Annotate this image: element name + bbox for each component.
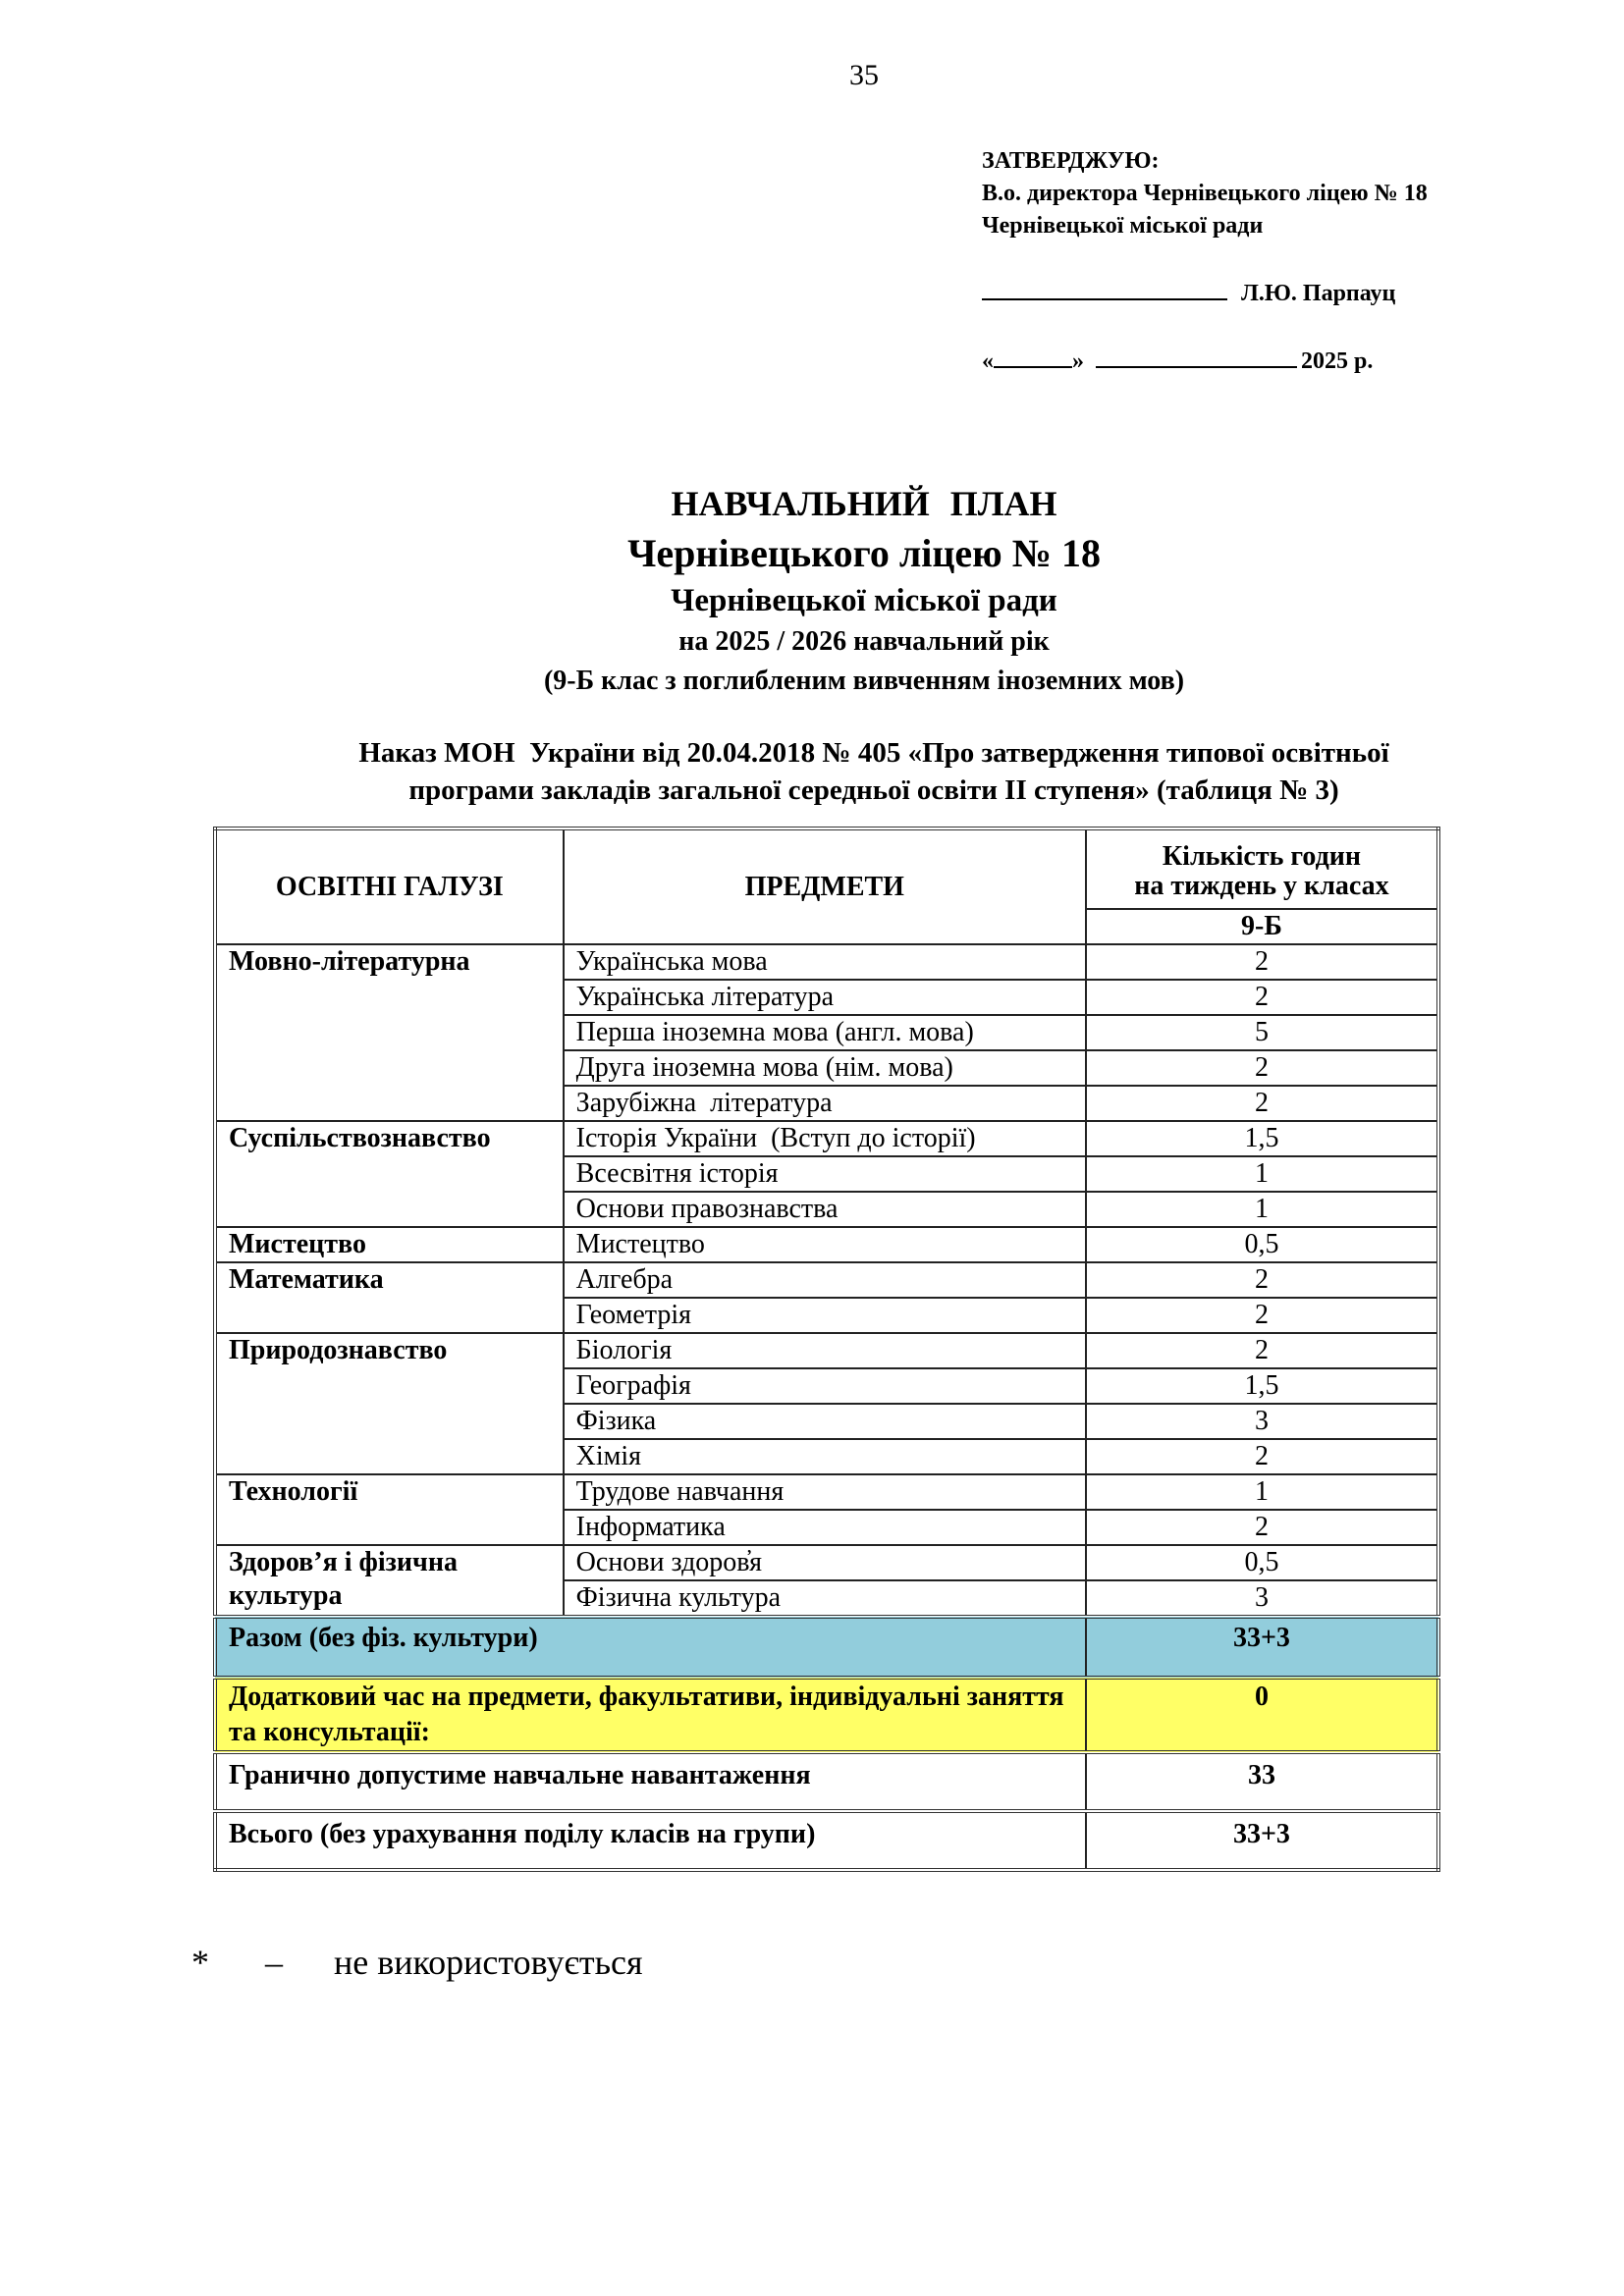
subject-row xyxy=(215,1121,1438,1156)
hours-cell: 2 xyxy=(1086,944,1438,980)
subject-cell: Фізика xyxy=(564,1404,1086,1439)
approval-block xyxy=(982,145,1428,378)
header-areas: ОСВІТНІ ГАЛУЗІ xyxy=(215,828,564,944)
subject-cell: Хімія xyxy=(564,1439,1086,1474)
hours-cell: 5 xyxy=(1086,1015,1438,1050)
footnote-dash: – xyxy=(265,1943,283,1982)
summary-value: 33+3 xyxy=(1086,1617,1438,1678)
area-cell: Природознавство xyxy=(215,1333,564,1474)
subject-row xyxy=(215,1545,1438,1580)
title-line4: на 2025 / 2026 навчальний рік xyxy=(678,626,1050,657)
hours-cell: 2 xyxy=(1086,1086,1438,1121)
summary-label: Додатковий час на предмети, факультативи, індивідуальні заняття та консультації: xyxy=(215,1678,1086,1752)
subject-row xyxy=(215,1333,1438,1368)
area-cell: Математика xyxy=(215,1262,564,1333)
date-year: 2025 р. xyxy=(1301,348,1374,374)
curriculum-body xyxy=(215,944,1438,1870)
approval-position-line2: Чернівецької міської ради xyxy=(982,213,1264,239)
hours-cell: 1 xyxy=(1086,1192,1438,1227)
header-subjects: ПРЕДМЕТИ xyxy=(564,828,1086,944)
signatory-name: Л.Ю. Парпауц xyxy=(1241,281,1396,306)
area-cell: Технології xyxy=(215,1474,564,1545)
subject-row xyxy=(215,1262,1438,1298)
title-line5: (9-Б клас з поглибленим вивченням іноземних мов) xyxy=(543,666,1185,696)
hours-cell: 0,5 xyxy=(1086,1545,1438,1580)
subject-cell: Трудове навчання xyxy=(564,1474,1086,1510)
header-hours-line2: на тиждень у класах xyxy=(1134,870,1389,901)
area-cell: Здоров’я і фізична культура xyxy=(215,1545,564,1617)
subject-cell: Перша іноземна мова (англ. мова) xyxy=(564,1015,1086,1050)
approval-position-line1: В.о. директора Чернівецького ліцею № 18 xyxy=(982,181,1428,206)
footnote-symbol: * xyxy=(191,1943,209,1982)
hours-cell: 2 xyxy=(1086,1510,1438,1545)
signature-row xyxy=(982,275,1428,310)
summary-label: Гранично допустиме навчальне навантаження xyxy=(215,1752,1086,1811)
order-reference xyxy=(255,734,1492,809)
summary-row-total xyxy=(215,1617,1438,1678)
subject-cell: Українська література xyxy=(564,980,1086,1015)
order-line2: програми закладів загальної середньої освіти ІІ ступеня» (таблиця № 3) xyxy=(408,774,1339,806)
date-day-blank xyxy=(994,343,1072,368)
subject-cell: Інформатика xyxy=(564,1510,1086,1545)
hours-cell: 2 xyxy=(1086,1262,1438,1298)
order-line1: Наказ МОН України від 20.04.2018 № 405 «Про затвердження типової освітньої xyxy=(358,737,1389,769)
subject-cell: Біологія xyxy=(564,1333,1086,1368)
summary-label: Разом (без фіз. культури) xyxy=(215,1617,1086,1678)
area-cell: Суспільствознавство xyxy=(215,1121,564,1227)
date-row xyxy=(982,343,1428,378)
subject-row xyxy=(215,944,1438,980)
subject-cell: Основи правознавства xyxy=(564,1192,1086,1227)
footnote-text: не використовується xyxy=(334,1943,643,1982)
title-line3: Чернівецької міської ради xyxy=(671,583,1057,618)
subject-cell: Фізична культура xyxy=(564,1580,1086,1617)
hours-cell: 2 xyxy=(1086,1050,1438,1086)
hours-cell: 1 xyxy=(1086,1156,1438,1192)
hours-cell: 1,5 xyxy=(1086,1121,1438,1156)
date-month-blank xyxy=(1096,343,1297,368)
area-cell: Мистецтво xyxy=(215,1227,564,1262)
curriculum-table xyxy=(213,827,1440,1872)
summary-row-extra xyxy=(215,1678,1438,1752)
hours-cell: 2 xyxy=(1086,1333,1438,1368)
hours-cell: 1 xyxy=(1086,1474,1438,1510)
hours-cell: 3 xyxy=(1086,1580,1438,1617)
subject-cell: Зарубіжна література xyxy=(564,1086,1086,1121)
subject-cell: Друга іноземна мова (нім. мова) xyxy=(564,1050,1086,1086)
header-hours xyxy=(1086,828,1438,909)
summary-row-limit xyxy=(215,1752,1438,1811)
hours-cell: 2 xyxy=(1086,1439,1438,1474)
summary-label: Всього (без урахування поділу класів на групи) xyxy=(215,1811,1086,1870)
header-class: 9-Б xyxy=(1086,909,1438,944)
summary-row-grand xyxy=(215,1811,1438,1870)
subject-cell: Основи здоров̓я xyxy=(564,1545,1086,1580)
subject-cell: Мистецтво xyxy=(564,1227,1086,1262)
title-line2: Чернівецького ліцею № 18 xyxy=(627,531,1101,575)
subject-row xyxy=(215,1227,1438,1262)
date-close-quote: » xyxy=(1072,348,1084,374)
header-hours-line1: Кількість годин xyxy=(1162,840,1362,872)
area-cell: Мовно-літературна xyxy=(215,944,564,1121)
footnote xyxy=(191,1942,643,1983)
title-line1: НАВЧАЛЬНИЙ ПЛАН xyxy=(671,484,1057,523)
subject-cell: Історія України (Вступ до історії) xyxy=(564,1121,1086,1156)
subject-cell: Геометрія xyxy=(564,1298,1086,1333)
subject-cell: Алгебра xyxy=(564,1262,1086,1298)
signature-line xyxy=(982,275,1227,300)
subject-cell: Географія xyxy=(564,1368,1086,1404)
hours-cell: 2 xyxy=(1086,1298,1438,1333)
summary-value: 33+3 xyxy=(1086,1811,1438,1870)
subject-cell: Всесвітня історія xyxy=(564,1156,1086,1192)
summary-value: 0 xyxy=(1086,1678,1438,1752)
approval-heading: ЗАТВЕРДЖУЮ: xyxy=(982,148,1160,174)
hours-cell: 3 xyxy=(1086,1404,1438,1439)
subject-row xyxy=(215,1474,1438,1510)
hours-cell: 0,5 xyxy=(1086,1227,1438,1262)
summary-value: 33 xyxy=(1086,1752,1438,1811)
page-number: 35 xyxy=(849,59,879,91)
hours-cell: 1,5 xyxy=(1086,1368,1438,1404)
subject-cell: Українська мова xyxy=(564,944,1086,980)
document-title xyxy=(0,479,1624,701)
date-open-quote: « xyxy=(982,348,994,374)
hours-cell: 2 xyxy=(1086,980,1438,1015)
